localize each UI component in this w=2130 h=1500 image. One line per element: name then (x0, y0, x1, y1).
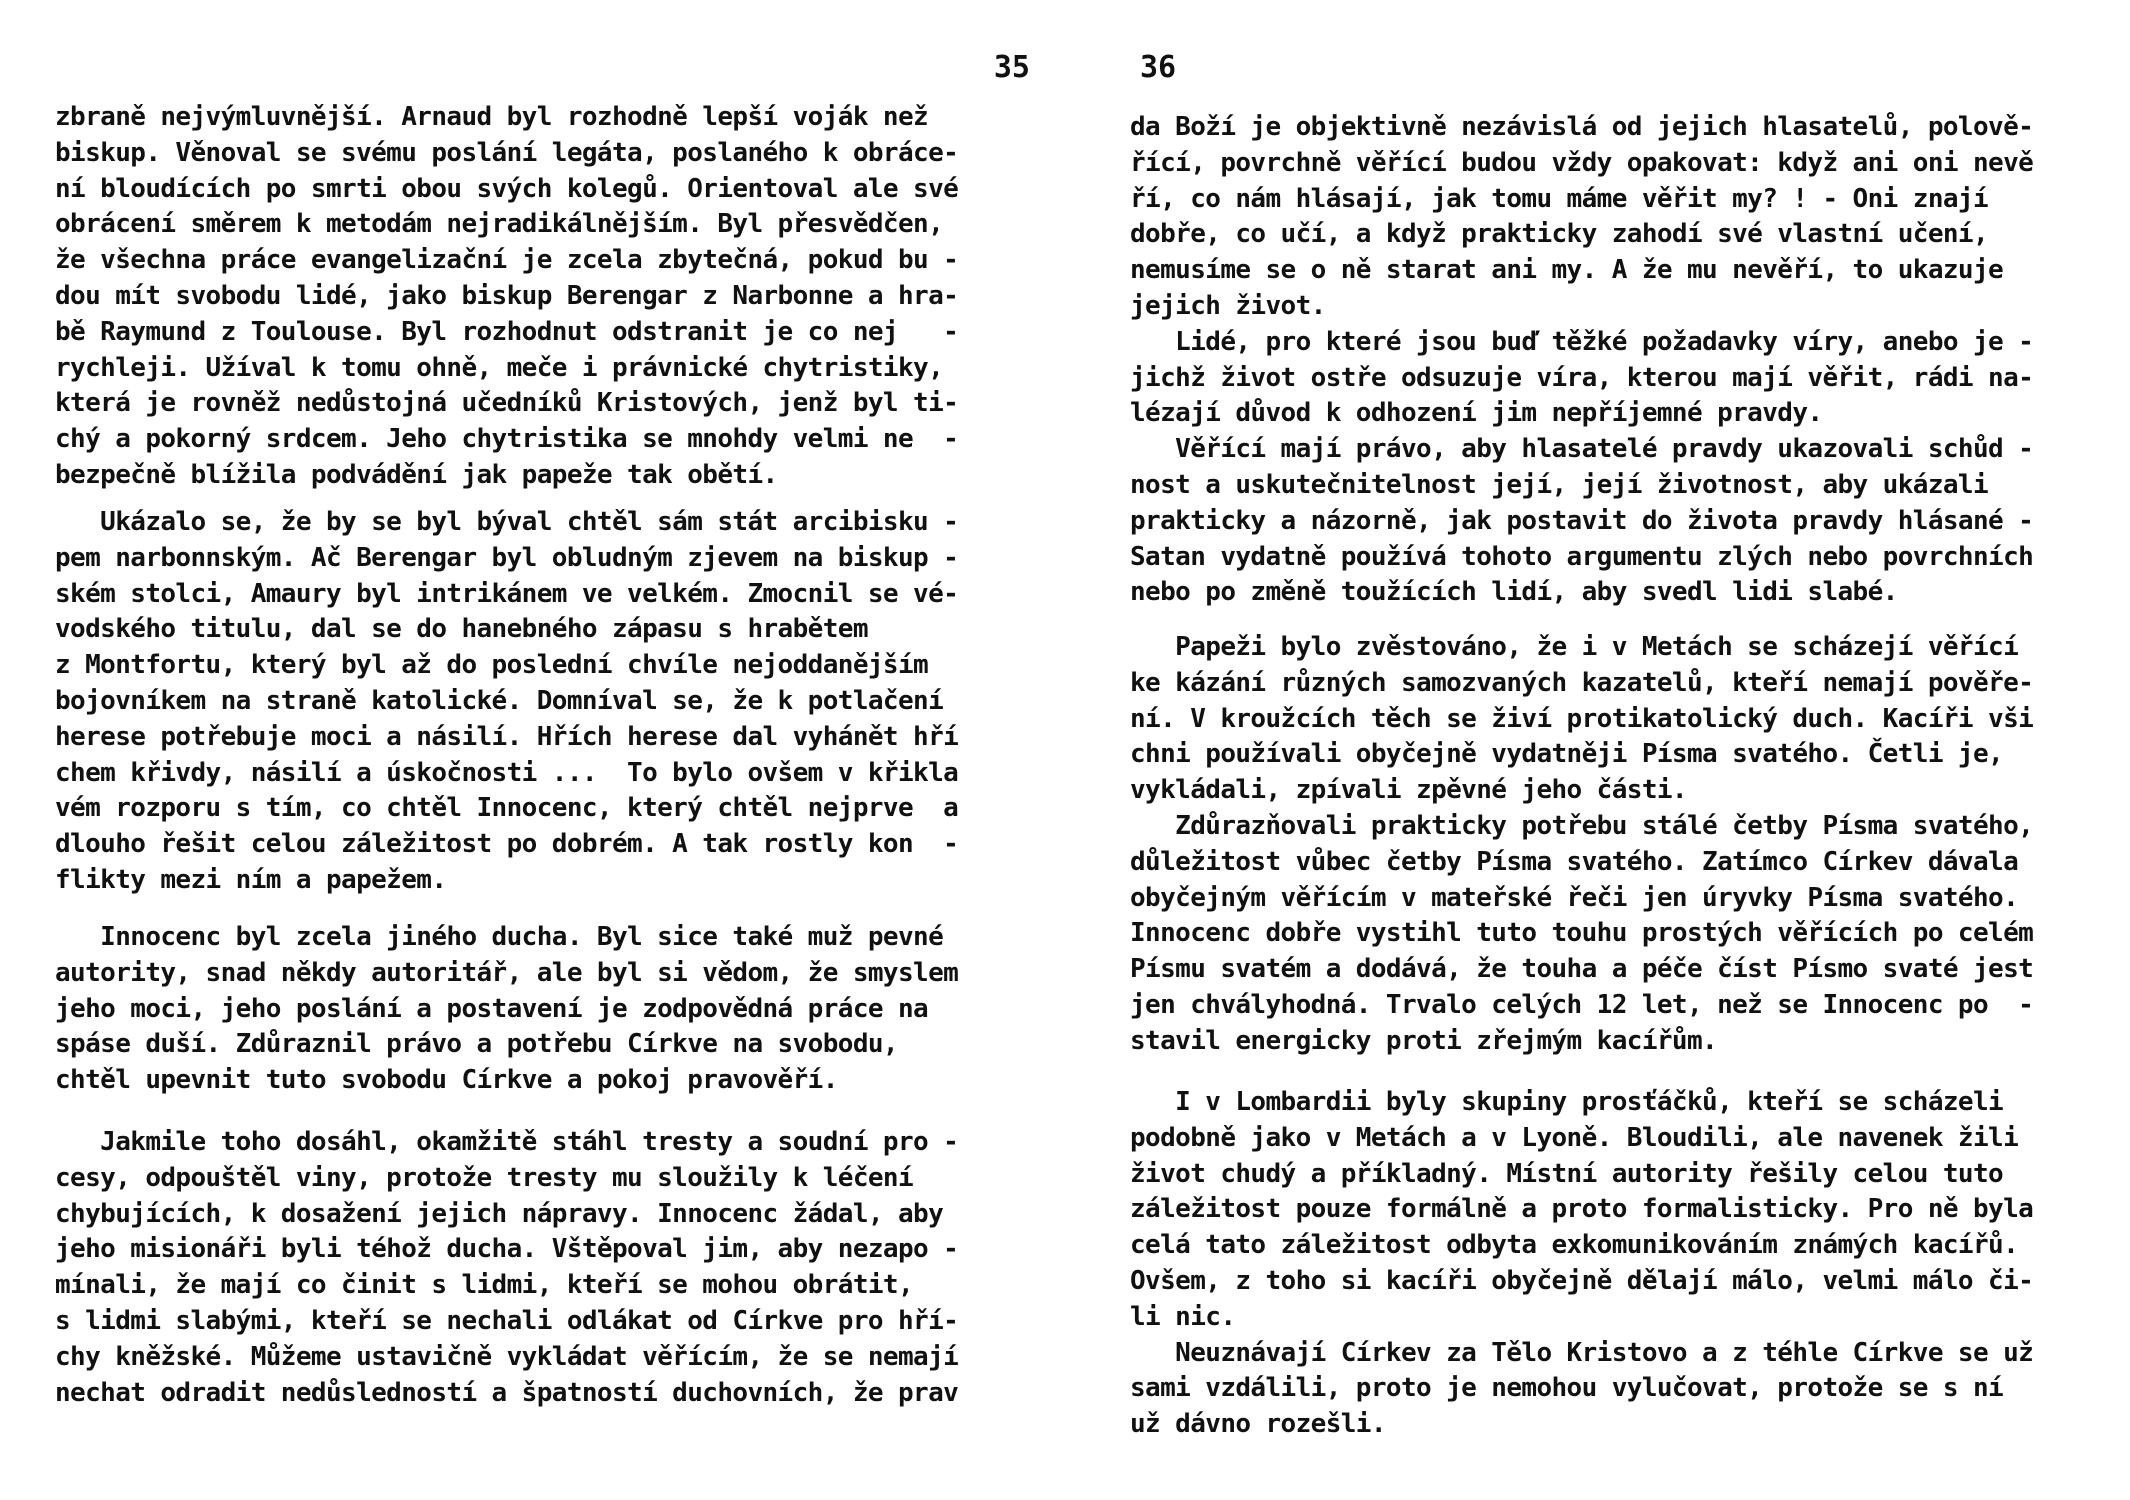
text-line: celá tato záležitost odbyta exkomunikováním známých kacířů. (1130, 1230, 2019, 1261)
text-line: dlouho řešit celou záležitost po dobrém. A tak rostly kon - (55, 829, 959, 860)
text-line: autority, snad někdy autoritář, ale byl si vědom, že smyslem (55, 957, 959, 988)
paragraph (55, 505, 1015, 899)
text-line: Jakmile toho dosáhl, okamžitě stáhl tresty a soudní pro - (55, 1127, 959, 1157)
page-number: 36 (1140, 50, 1177, 85)
text-line: nemusíme se o ně starat ani my. A že mu nevěří, to ukazuje (1130, 255, 2004, 286)
text-line: vém rozporu s tím, co chtěl Innocenc, který chtěl nejprve a (55, 793, 959, 824)
text-line: flikty mezi ním a papežem. (55, 864, 447, 895)
text-line: Lidé, pro které jsou buď těžké požadavky víry, anebo je - (1130, 326, 2034, 357)
text-line: řící, povrchně věřící budou vždy opakovat: když ani oni nevě (1130, 147, 2034, 178)
text-line: cesy, odpouštěl viny, protože tresty mu sloužily k léčení (55, 1162, 914, 1193)
text-line: ří, co nám hlásají, jak tomu máme věřit my? ! - Oni znají (1130, 183, 1989, 214)
paragraph (1130, 630, 2090, 1060)
text-line: vykládali, zpívali zpěvné jeho části. (1130, 775, 1687, 806)
text-line: Zdůrazňovali prakticky potřebu stálé četby Písma svatého, (1130, 810, 2034, 841)
paragraph (55, 100, 1015, 494)
paragraph (55, 920, 1015, 1099)
text-line: nebo po změně toužících lidí, aby svedl lidi slabé. (1130, 577, 1898, 608)
paragraph (1130, 1085, 2090, 1443)
text-line: Ukázalo se, že by se byl býval chtěl sám stát arcibisku - (55, 507, 959, 537)
paragraph (1130, 110, 2090, 611)
text-line: Ovšem, z toho si kacíři obyčejně dělají málo, velmi málo či- (1130, 1265, 2034, 1296)
text-line: obrácení směrem k metodám nejradikálnějším. Byl přesvědčen, (55, 209, 944, 240)
text-line: Innocenc dobře vystihl tuto touhu prostých věřících po celém (1130, 918, 2034, 949)
text-line: obyčejným věřícím v mateřské řeči jen úryvky Písma svatého. (1130, 882, 2019, 913)
text-line: Neuznávají Církev za Tělo Kristovo a z téhle Církve se už (1130, 1337, 2034, 1368)
text-line: zbraně nejvýmluvnější. Arnaud byl rozhodně lepší voják než (55, 102, 929, 132)
text-line: chem křivdy, násilí a úskočnosti ... To bylo ovšem v křikla (55, 757, 959, 788)
text-line: da Boží je objektivně nezávislá od jejich hlasatelů, polově- (1130, 112, 2034, 142)
text-line: jeho misionáři byli téhož ducha. Vštěpoval jim, aby nezapo - (55, 1234, 959, 1265)
text-line: sami vzdálili, proto je nemohou vylučovat, protože se s ní (1130, 1373, 2004, 1404)
text-line: dobře, co učí, a když prakticky zahodí své vlastní učení, (1130, 219, 1989, 250)
text-line: dou mít svobodu lidé, jako biskup Berengar z Narbonne a hra- (55, 280, 959, 311)
paragraph (55, 1125, 1015, 1411)
text-line: chybujících, k dosažení jejich nápravy. Innocenc žádal, aby (55, 1198, 944, 1229)
text-line: důležitost vůbec četby Písma svatého. Zatímco Církev dávala (1130, 846, 2019, 877)
page-number: 35 (993, 50, 1030, 85)
text-line: z Montfortu, který byl až do poslední chvíle nejoddanějším (55, 650, 929, 681)
text-line: bezpečně blížila podvádění jak papeže tak obětí. (55, 459, 778, 490)
text-line: I v Lombardii byly skupiny prosťáčků, kteří se scházeli (1130, 1087, 2004, 1117)
text-line: už dávno rozešli. (1130, 1409, 1386, 1440)
text-line: jejich život. (1130, 290, 1326, 321)
text-line: biskup. Věnoval se svému poslání legáta, poslaného k obráce- (55, 137, 959, 168)
text-line: nost a uskutečnitelnost její, její životnost, aby ukázali (1130, 469, 1989, 500)
text-line: Písmu svatém a dodává, že touha a péče číst Písmo svaté jest (1130, 954, 2034, 985)
text-line: vodského titulu, dal se do hanebného zápasu s hrabětem (55, 614, 868, 645)
text-line: podobně jako v Metách a v Lyoně. Bloudili, ale navenek žili (1130, 1122, 2019, 1153)
text-line: jeho moci, jeho poslání a postavení je zodpovědná práce na (55, 993, 929, 1024)
text-line: prakticky a názorně, jak postavit do života pravdy hlásané - (1130, 505, 2034, 536)
text-line: rychleji. Užíval k tomu ohně, meče i právnické chytristiky, (55, 352, 944, 383)
text-line: herese potřebuje moci a násilí. Hřích herese dal vyhánět hří (55, 721, 959, 752)
text-line: chni používali obyčejně vydatněji Písma svatého. Četli je, (1130, 739, 2004, 770)
text-line: Věřící mají právo, aby hlasatelé pravdy ukazovali schůd - (1130, 434, 2034, 465)
text-line: bojovníkem na straně katolické. Domníval se, že k potlačení (55, 685, 944, 716)
text-line: stavil energicky proti zřejmým kacířům. (1130, 1025, 1718, 1056)
text-line: nechat odradit nedůsledností a špatností duchovních, že prav (55, 1377, 959, 1408)
text-line: která je rovněž nedůstojná učedníků Kristových, jenž byl ti- (55, 388, 959, 419)
text-line: Satan vydatně používá tohoto argumentu zlých nebo povrchních (1130, 541, 2034, 572)
text-line: život chudý a příkladný. Místní autority řešily celou tuto (1130, 1158, 2004, 1189)
text-line: mínali, že mají co činit s lidmi, kteří se mohou obrátit, (55, 1270, 914, 1301)
text-line: chy kněžské. Můžeme ustavičně vykládat věřícím, že se nemají (55, 1341, 959, 1372)
text-line: že všechna práce evangelizační je zcela zbytečná, pokud bu - (55, 245, 959, 276)
text-line: li nic. (1130, 1301, 1236, 1332)
text-line: lézají důvod k odhození jim nepříjemné pravdy. (1130, 398, 1823, 429)
text-line: ském stolci, Amaury byl intrikánem ve velkém. Zmocnil se vé- (55, 578, 959, 609)
text-line: záležitost pouze formálně a proto formalisticky. Pro ně byla (1130, 1194, 2034, 1225)
text-line: Papeži bylo zvěstováno, že i v Metách se scházejí věřící (1130, 632, 2019, 662)
text-line: ke kázání různých samozvaných kazatelů, kteří nemají pověře- (1130, 667, 2034, 698)
text-line: spáse duší. Zdůraznil právo a potřebu Církve na svobodu, (55, 1029, 898, 1060)
text-line: s lidmi slabými, kteří se nechali odlákat od Církve pro hří- (55, 1305, 959, 1336)
text-line: chý a pokorný srdcem. Jeho chytristika se mnohdy velmi ne - (55, 424, 959, 455)
text-line: pem narbonnským. Ač Berengar byl obludným zjevem na biskup - (55, 542, 959, 573)
text-line: bě Raymund z Toulouse. Byl rozhodnut odstranit je co nej - (55, 316, 959, 347)
text-line: ní. V kroužcích těch se živí protikatolický duch. Kacíři vši (1130, 703, 2034, 734)
text-line: chtěl upevnit tuto svobodu Církve a pokoj pravověří. (55, 1065, 838, 1096)
text-line: jen chvályhodná. Trvalo celých 12 let, než se Innocenc po - (1130, 989, 2034, 1020)
text-line: jichž život ostře odsuzuje víra, kterou mají věřit, rádi na- (1130, 362, 2034, 393)
text-line: Innocenc byl zcela jiného ducha. Byl sice také muž pevné (55, 922, 944, 952)
text-line: ní bloudících po smrti obou svých kolegů. Orientoval ale své (55, 173, 959, 204)
